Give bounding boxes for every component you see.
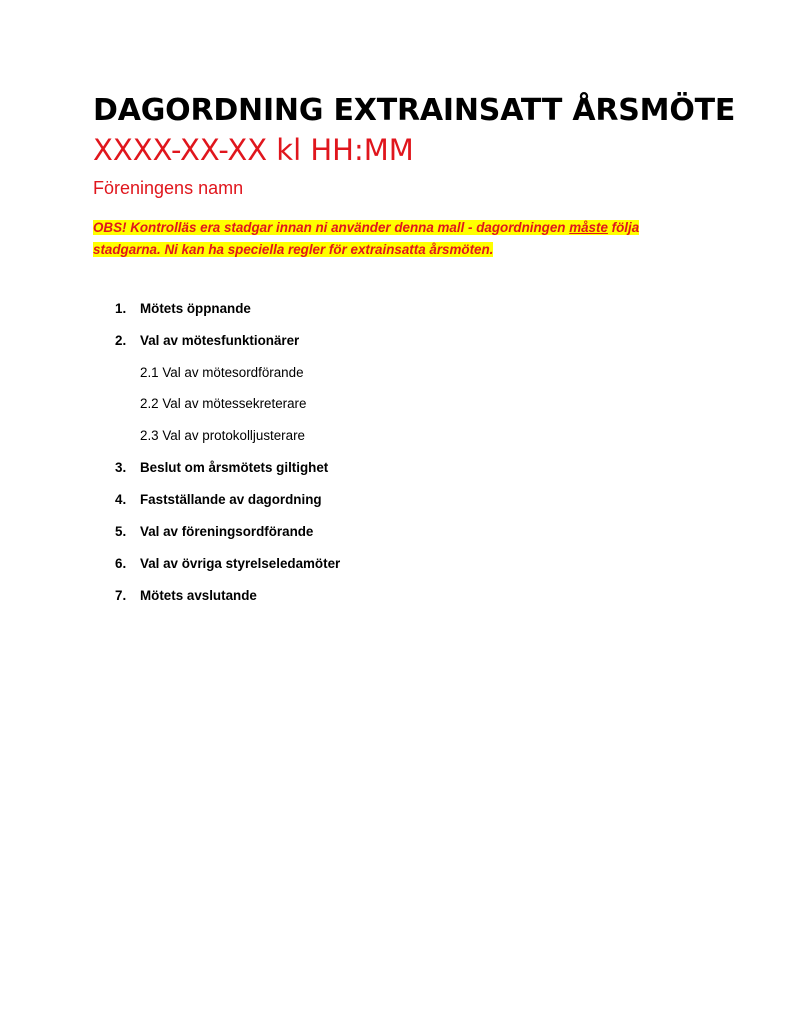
agenda-subitem-2-2: 2.2 Val av mötessekreterare [140, 396, 307, 411]
agenda-item-number: 4. [115, 492, 127, 507]
warning-text-1: OBS! Kontrolläs era stadgar innan ni använder denna mall - dagordningen [93, 220, 570, 235]
title-rest: EXTRAINSATT ÅRSMÖTE [323, 93, 736, 128]
warning-emphasis: måste [569, 220, 608, 235]
agenda-item-label: Mötets öppnande [140, 301, 251, 316]
warning-text-2: följa stadgarna. Ni kan ha speciella regler för extrainsatta årsmöten. [93, 220, 640, 257]
agenda-item-label: Beslut om årsmötets giltighet [140, 460, 329, 475]
agenda-item-label: Val av föreningsordförande [140, 524, 314, 539]
title-bold: DAGORDNING [93, 93, 324, 128]
organization-name: Föreningens namn [93, 178, 244, 198]
document-title [93, 92, 736, 130]
agenda-item-number: 6. [115, 556, 127, 571]
agenda-item-number: 5. [115, 524, 127, 539]
agenda-item-number: 2. [115, 333, 127, 348]
agenda-item-label: Fastställande av dagordning [140, 492, 322, 507]
agenda-item-number: 7. [115, 588, 127, 603]
agenda-item-label: Mötets avslutande [140, 588, 257, 603]
agenda-item-label: Val av övriga styrelseledamöter [140, 556, 341, 571]
agenda-item-label: Val av mötesfunktionärer [140, 333, 300, 348]
meeting-datetime: XXXX-XX-XX kl HH:MM [93, 133, 414, 167]
document-page [93, 92, 736, 603]
warning-note [93, 217, 703, 261]
agenda-item-number: 3. [115, 460, 127, 475]
agenda-item-number: 1. [115, 301, 127, 316]
agenda-subitem-2-3: 2.3 Val av protokolljusterare [140, 428, 305, 443]
warning-highlight [93, 220, 639, 257]
agenda-subitem-2-1: 2.1 Val av mötesordförande [140, 365, 304, 380]
